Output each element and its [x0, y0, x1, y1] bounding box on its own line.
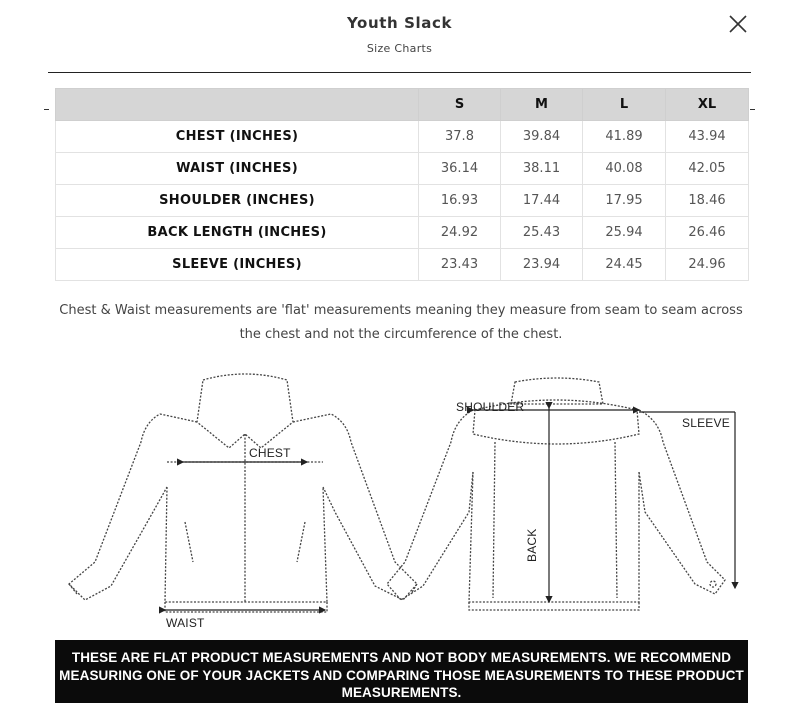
modal-subtitle: Size Charts	[366, 42, 433, 55]
table-cell: 43.94	[666, 121, 749, 153]
table-row-back-length	[56, 217, 749, 249]
table-cell: 25.94	[583, 217, 666, 249]
table-row-shoulder	[56, 185, 749, 217]
size-header-l: L	[583, 89, 666, 121]
size-chart-table	[55, 88, 749, 281]
table-cell: 24.92	[419, 217, 501, 249]
table-row-sleeve	[56, 249, 749, 281]
header-blank-cell	[56, 89, 419, 121]
chest-label: CHEST	[249, 446, 291, 460]
disclaimer-text: THESE ARE FLAT PRODUCT MEASUREMENTS AND NOT BODY MEASUREMENTS. WE RECOMMEND MEASURING ONE OF YOUR JACKETS AND COMPARING THOSE MEASUREMENTS TO THESE PRODUCT MEASUREMENTS.	[59, 650, 744, 700]
row-label: SHOULDER (INCHES)	[56, 185, 419, 217]
disclaimer-banner	[55, 640, 748, 703]
jacket-front-back-illustration	[55, 362, 748, 634]
table-cell: 23.94	[501, 249, 583, 281]
close-icon	[726, 12, 750, 36]
table-cell: 23.43	[419, 249, 501, 281]
back-length-label: BACK	[525, 528, 539, 562]
table-cell: 25.43	[501, 217, 583, 249]
table-cell: 42.05	[666, 153, 749, 185]
table-cell: 41.89	[583, 121, 666, 153]
table-cell: 24.96	[666, 249, 749, 281]
header-divider	[48, 72, 751, 73]
modal-title: Youth Slack	[346, 14, 453, 32]
modal-header	[0, 0, 799, 74]
size-header-s: S	[419, 89, 501, 121]
table-cell: 18.46	[666, 185, 749, 217]
table-cell: 40.08	[583, 153, 666, 185]
table-row-waist	[56, 153, 749, 185]
table-row-chest	[56, 121, 749, 153]
row-label: BACK LENGTH (INCHES)	[56, 217, 419, 249]
table-cell: 36.14	[419, 153, 501, 185]
table-cell: 26.46	[666, 217, 749, 249]
scroll-tick-right	[750, 109, 755, 110]
table-cell: 37.8	[419, 121, 501, 153]
jacket-measurement-diagram	[55, 362, 748, 634]
table-header-row	[56, 89, 749, 121]
table-cell: 17.95	[583, 185, 666, 217]
waist-label: WAIST	[166, 616, 205, 630]
table-cell: 39.84	[501, 121, 583, 153]
shoulder-label: SHOULDER	[456, 400, 525, 414]
sleeve-label: SLEEVE	[682, 416, 730, 430]
table-cell: 16.93	[419, 185, 501, 217]
flat-measurement-note: Chest & Waist measurements are 'flat' measurements meaning they measure from seam to seam across the chest and not the circumference of the chest.	[59, 303, 743, 342]
table-cell: 24.45	[583, 249, 666, 281]
table-cell: 38.11	[501, 153, 583, 185]
size-header-m: M	[501, 89, 583, 121]
row-label: SLEEVE (INCHES)	[56, 249, 419, 281]
close-button[interactable]	[726, 12, 750, 36]
row-label: CHEST (INCHES)	[56, 121, 419, 153]
scroll-tick-left	[44, 109, 49, 110]
row-label: WAIST (INCHES)	[56, 153, 419, 185]
table-cell: 17.44	[501, 185, 583, 217]
size-header-xl: XL	[666, 89, 749, 121]
